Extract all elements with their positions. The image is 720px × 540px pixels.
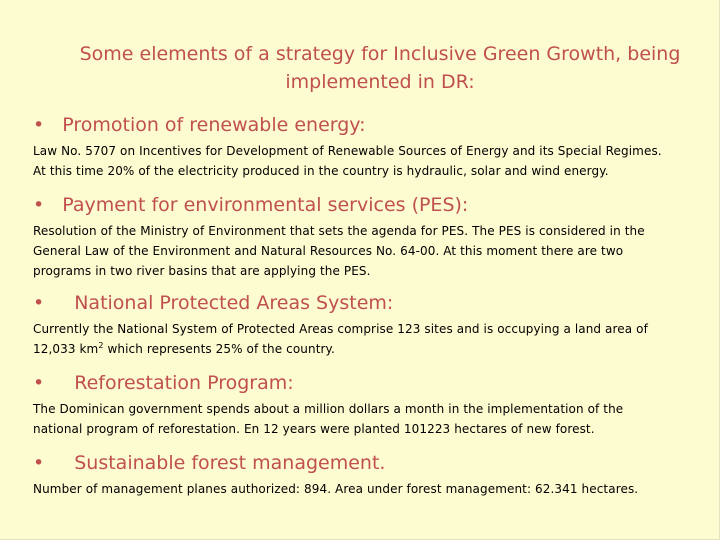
section-heading bbox=[33, 451, 713, 475]
section-body-line: national program of reforestation. En 12 years were planted 101223 hectares of new forest. bbox=[33, 422, 595, 436]
bullet-icon: • bbox=[33, 114, 45, 136]
section-body-line: Number of management planes authorized: 894. Area under forest management: 62.341 hectares. bbox=[33, 482, 639, 496]
section-body bbox=[33, 141, 713, 181]
superscript-2: 2 bbox=[98, 341, 104, 350]
section-body-line bbox=[33, 339, 713, 359]
section-body-line: At this time 20% of the electricity produced in the country is hydraulic, solar and wind energy. bbox=[33, 164, 609, 178]
section-pes bbox=[33, 193, 713, 281]
section-protected-areas bbox=[33, 291, 713, 359]
section-forest-management bbox=[33, 451, 713, 499]
section-renewable-energy bbox=[33, 113, 713, 181]
area-value: 12,033 km bbox=[33, 342, 99, 356]
section-heading bbox=[33, 113, 713, 137]
section-heading-text: Reforestation Program: bbox=[74, 372, 294, 394]
slide-title-line-1: Some elements of a strategy for Inclusive Green Growth, being bbox=[79, 43, 681, 65]
section-heading-text: National Protected Areas System: bbox=[74, 292, 394, 314]
bullet-icon: • bbox=[33, 372, 45, 394]
section-body-line: General Law of the Environment and Natural Resources No. 64-00. At this moment there are two bbox=[33, 244, 624, 258]
section-heading bbox=[33, 193, 713, 217]
section-body bbox=[33, 399, 713, 439]
section-heading-text: Sustainable forest management. bbox=[74, 452, 386, 474]
slide-title-line-2: implemented in DR: bbox=[285, 71, 475, 93]
bullet-icon: • bbox=[33, 452, 45, 474]
bullet-icon: • bbox=[33, 292, 45, 314]
section-body bbox=[33, 479, 713, 499]
section-body-line: Law No. 5707 on Incentives for Development of Renewable Sources of Energy and its Special Regimes. bbox=[33, 144, 662, 158]
section-heading bbox=[33, 291, 713, 315]
section-body-line: The Dominican government spends about a million dollars a month in the implementation of the bbox=[33, 402, 624, 416]
section-reforestation bbox=[33, 371, 713, 439]
section-heading-text: Promotion of renewable energy: bbox=[62, 114, 366, 136]
bullet-icon: • bbox=[33, 194, 45, 216]
section-body bbox=[33, 319, 713, 359]
slide-title bbox=[40, 40, 720, 96]
section-body-line: Resolution of the Ministry of Environment that sets the agenda for PES. The PES is considered in the bbox=[33, 224, 645, 238]
section-heading-text: Payment for environmental services (PES): bbox=[62, 194, 469, 216]
section-body-line: Currently the National System of Protected Areas comprise 123 sites and is occupying a land area of bbox=[33, 322, 648, 336]
section-body bbox=[33, 221, 713, 281]
section-body-line: programs in two river basins that are applying the PES. bbox=[33, 264, 371, 278]
section-heading bbox=[33, 371, 713, 395]
area-description: which represents 25% of the country. bbox=[103, 342, 335, 356]
